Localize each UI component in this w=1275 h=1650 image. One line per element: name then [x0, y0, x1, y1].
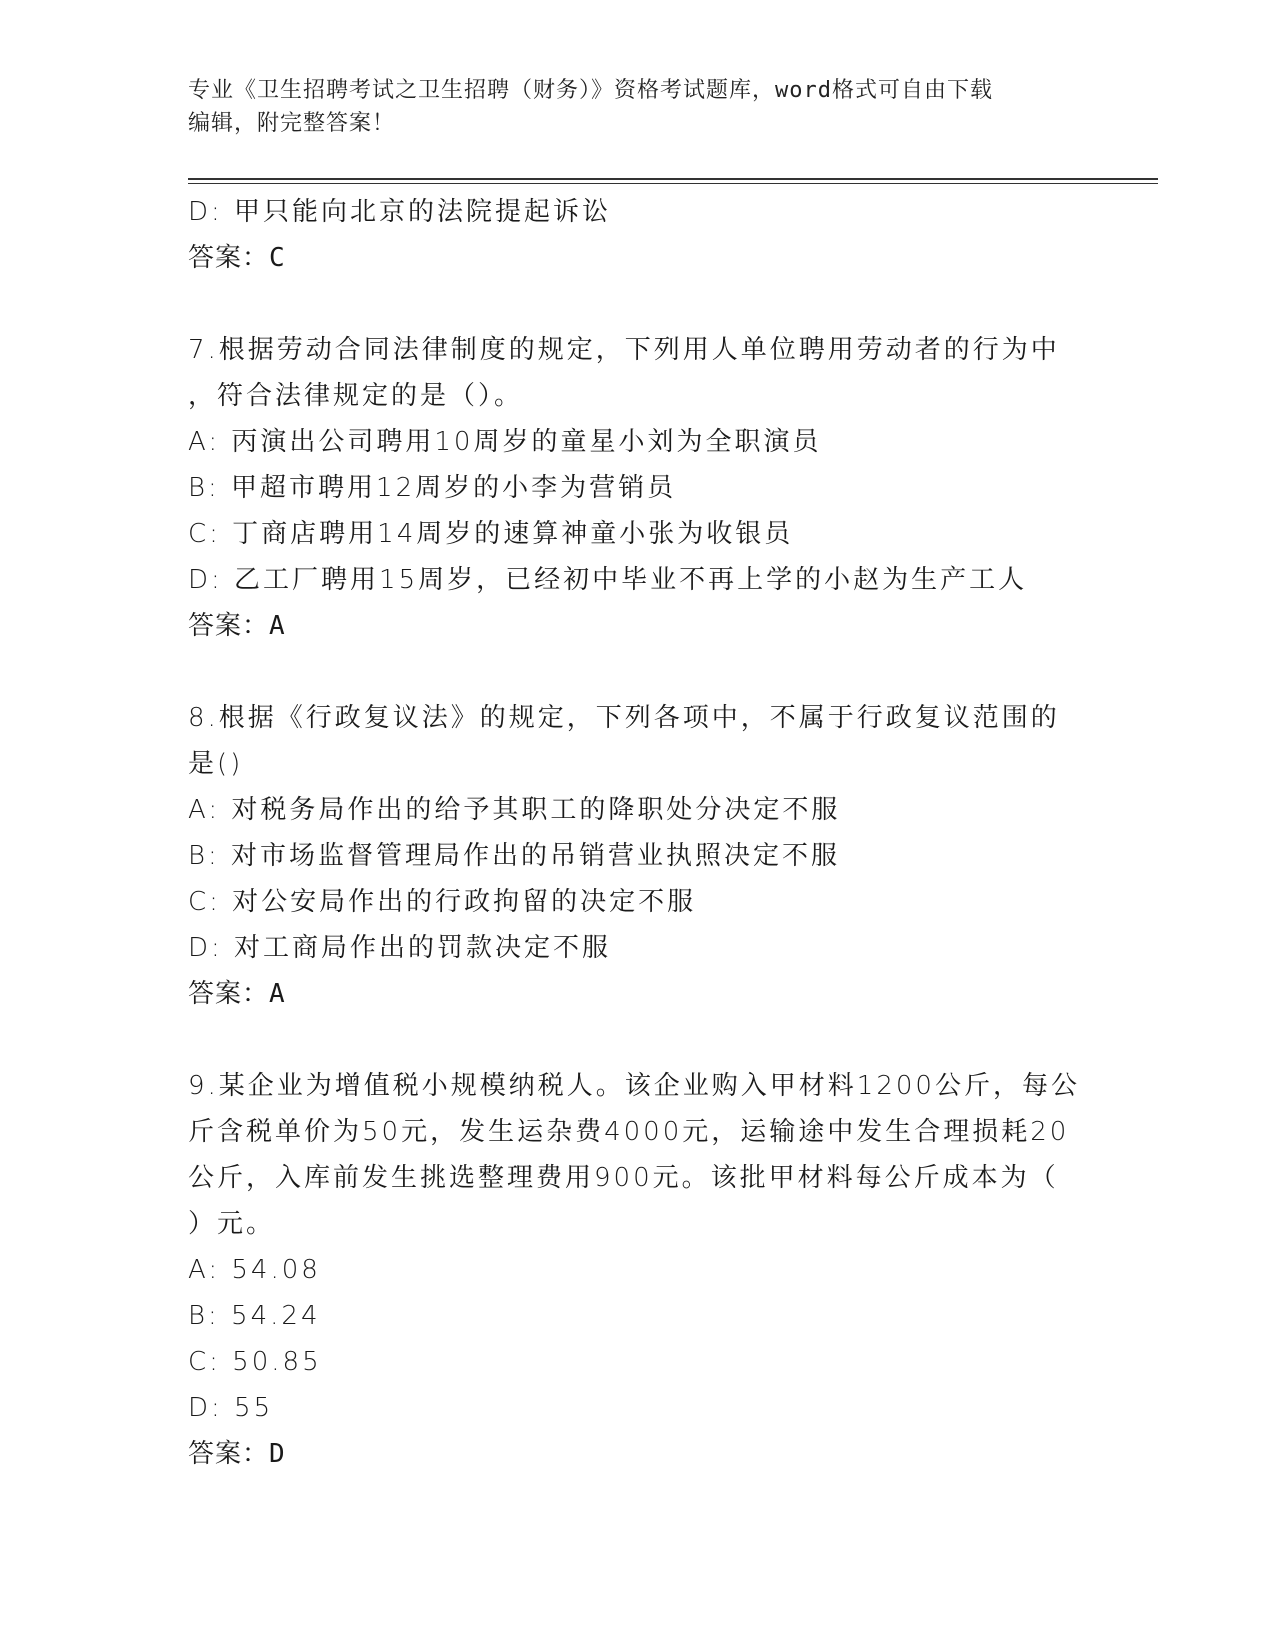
question-stem-line: 斤含税单价为50元，发生运杂费4000元，运输途中发生合理损耗20 — [188, 1117, 1070, 1147]
question-stem-line: 9.某企业为增值税小规模纳税人。该企业购入甲材料1200公斤，每公 — [188, 1071, 1080, 1101]
option-c: C: 50.85 — [188, 1347, 322, 1377]
option-d: D: 55 — [188, 1393, 274, 1423]
question-block-prev — [188, 189, 1088, 281]
question-list — [188, 189, 1088, 1477]
spacer — [188, 1017, 1088, 1063]
question-stem-line: ）元。 — [188, 1209, 276, 1239]
answer-line — [188, 235, 1088, 281]
spacer — [188, 649, 1088, 695]
answer-value: D — [269, 1439, 286, 1469]
question-stem-line: ，符合法律规定的是（）。 — [188, 381, 524, 411]
option-d: D: 对工商局作出的罚款决定不服 — [188, 933, 612, 963]
answer-label: 答案： — [188, 243, 270, 273]
option-d: D: 乙工厂聘用15周岁，已经初中毕业不再上学的小赵为生产工人 — [188, 565, 1028, 595]
question-stem-line: 是() — [188, 749, 244, 779]
option-c: C: 丁商店聘用14周岁的速算神童小张为收银员 — [188, 519, 794, 549]
spacer — [188, 281, 1088, 327]
option-a: A: 对税务局作出的给予其职工的降职处分决定不服 — [188, 795, 841, 825]
option-b: B: 甲超市聘用12周岁的小李为营销员 — [188, 473, 677, 503]
answer-value: A — [269, 611, 286, 641]
option-a: A: 54.08 — [188, 1255, 321, 1285]
question-stem-line: 8.根据《行政复议法》的规定，下列各项中，不属于行政复议范围的 — [188, 703, 1060, 733]
question-stem-line: 7.根据劳动合同法律制度的规定，下列用人单位聘用劳动者的行为中 — [188, 335, 1060, 365]
header-divider-thin — [188, 183, 1158, 184]
answer-label: 答案： — [188, 611, 270, 641]
option-d: D: 甲只能向北京的法院提起诉讼 — [188, 197, 612, 227]
option-b: B: 54.24 — [188, 1301, 321, 1331]
header-line-1: 专业《卫生招聘考试之卫生招聘（财务）》资格考试题库，word格式可自由下载 — [188, 78, 993, 103]
option-a: A: 丙演出公司聘用10周岁的童星小刘为全职演员 — [188, 427, 822, 457]
header-divider-thick — [188, 178, 1158, 180]
question-block-8 — [188, 695, 1088, 1017]
option-c: C: 对公安局作出的行政拘留的决定不服 — [188, 887, 697, 917]
answer-line — [188, 1431, 1088, 1477]
answer-label: 答案： — [188, 1439, 270, 1469]
header-line-2: 编辑，附完整答案！ — [188, 111, 396, 136]
document-header — [188, 74, 1088, 140]
answer-line — [188, 971, 1088, 1017]
question-block-7 — [188, 327, 1088, 649]
answer-value: C — [269, 243, 286, 273]
answer-line — [188, 603, 1088, 649]
question-stem-line: 公斤，入库前发生挑选整理费用900元。该批甲材料每公斤成本为（ — [188, 1163, 1059, 1193]
question-block-9 — [188, 1063, 1088, 1477]
option-b: B: 对市场监督管理局作出的吊销营业执照决定不服 — [188, 841, 841, 871]
answer-value: A — [269, 979, 286, 1009]
answer-label: 答案： — [188, 979, 270, 1009]
